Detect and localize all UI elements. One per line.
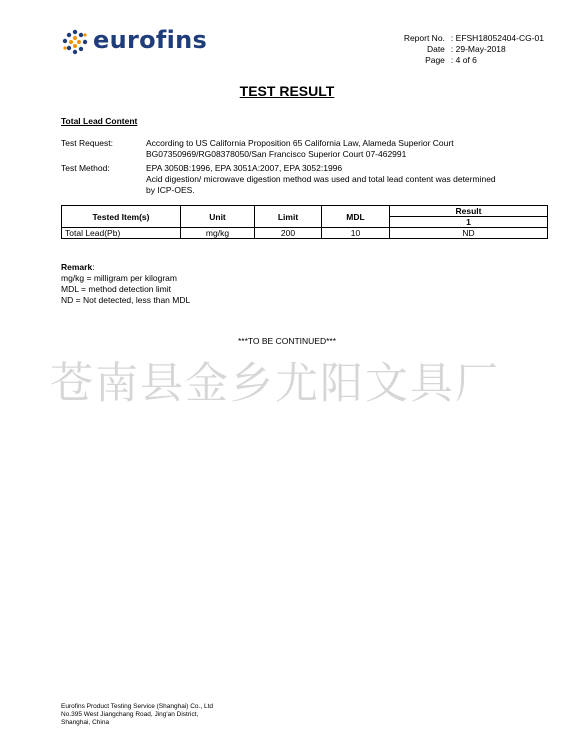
meta-value: : EFSH18052404-CG-01 bbox=[450, 33, 544, 43]
section-heading: Total Lead Content bbox=[61, 116, 138, 126]
report-meta bbox=[404, 33, 544, 66]
remark-line: MDL = method detection limit bbox=[61, 284, 171, 294]
cell-result: ND bbox=[390, 228, 548, 239]
results-table bbox=[61, 205, 548, 239]
header-limit: Limit bbox=[255, 206, 322, 228]
eurofins-dots-icon bbox=[61, 28, 89, 56]
table-row bbox=[62, 228, 548, 239]
test-request-line: According to US California Proposition 65 California Law, Alameda Superior Court bbox=[146, 138, 454, 148]
header-result: Result bbox=[390, 206, 548, 217]
meta-label: Date bbox=[426, 44, 445, 54]
watermark: 苍南县金乡尤阳文具厂 bbox=[50, 359, 500, 409]
test-method-line: Acid digestion/ microwave digestion method was used and total lead content was determined bbox=[146, 174, 496, 184]
test-method-label: Test Method: bbox=[61, 163, 110, 173]
header-result-sample: 1 bbox=[390, 217, 548, 228]
test-method-text bbox=[146, 163, 541, 196]
to-be-continued: ***TO BE CONTINUED*** bbox=[237, 336, 337, 346]
header-mdl: MDL bbox=[322, 206, 390, 228]
remark-line: ND = Not detected, less than MDL bbox=[61, 295, 191, 305]
cell-item: Total Lead(Pb) bbox=[62, 228, 181, 239]
meta-date bbox=[404, 44, 544, 55]
meta-report-no bbox=[404, 33, 544, 44]
cell-limit: 200 bbox=[255, 228, 322, 239]
meta-value: : 29-May-2018 bbox=[450, 44, 506, 54]
cell-mdl: 10 bbox=[322, 228, 390, 239]
test-method-line: EPA 3050B:1996, EPA 3051A:2007, EPA 3052:1996 bbox=[146, 163, 343, 173]
test-request-line: BG07350969/RG08378050/San Francisco Superior Court 07-462991 bbox=[146, 149, 407, 159]
remark-heading-line bbox=[61, 262, 190, 273]
logo-text: eurofins bbox=[93, 26, 208, 54]
test-method-line: by ICP-OES. bbox=[146, 185, 195, 195]
page-title bbox=[0, 83, 574, 99]
meta-value: : 4 of 6 bbox=[450, 55, 477, 65]
footer-line: Shanghai, China bbox=[61, 719, 110, 726]
header-unit: Unit bbox=[181, 206, 255, 228]
results-header-row bbox=[62, 206, 548, 217]
footer-line: No.395 West Jiangchang Road, Jing'an District, bbox=[61, 711, 199, 718]
meta-label: Page bbox=[425, 55, 445, 65]
cell-unit: mg/kg bbox=[181, 228, 255, 239]
footer-line: Eurofins Product Testing Service (Shanghai) Co., Ltd bbox=[61, 703, 213, 710]
remark-heading: Remark bbox=[61, 262, 93, 272]
page-title-text: TEST RESULT bbox=[239, 83, 335, 99]
meta-label: Report No. bbox=[403, 33, 445, 43]
remark-colon: : bbox=[92, 262, 95, 272]
footer-address bbox=[61, 703, 213, 727]
header-tested-items: Tested Item(s) bbox=[62, 206, 181, 228]
remark-block bbox=[61, 262, 190, 306]
test-request-label: Test Request: bbox=[61, 138, 113, 148]
test-request-text bbox=[146, 138, 541, 160]
meta-page bbox=[404, 55, 544, 66]
remark-line: mg/kg = milligram per kilogram bbox=[61, 273, 177, 283]
